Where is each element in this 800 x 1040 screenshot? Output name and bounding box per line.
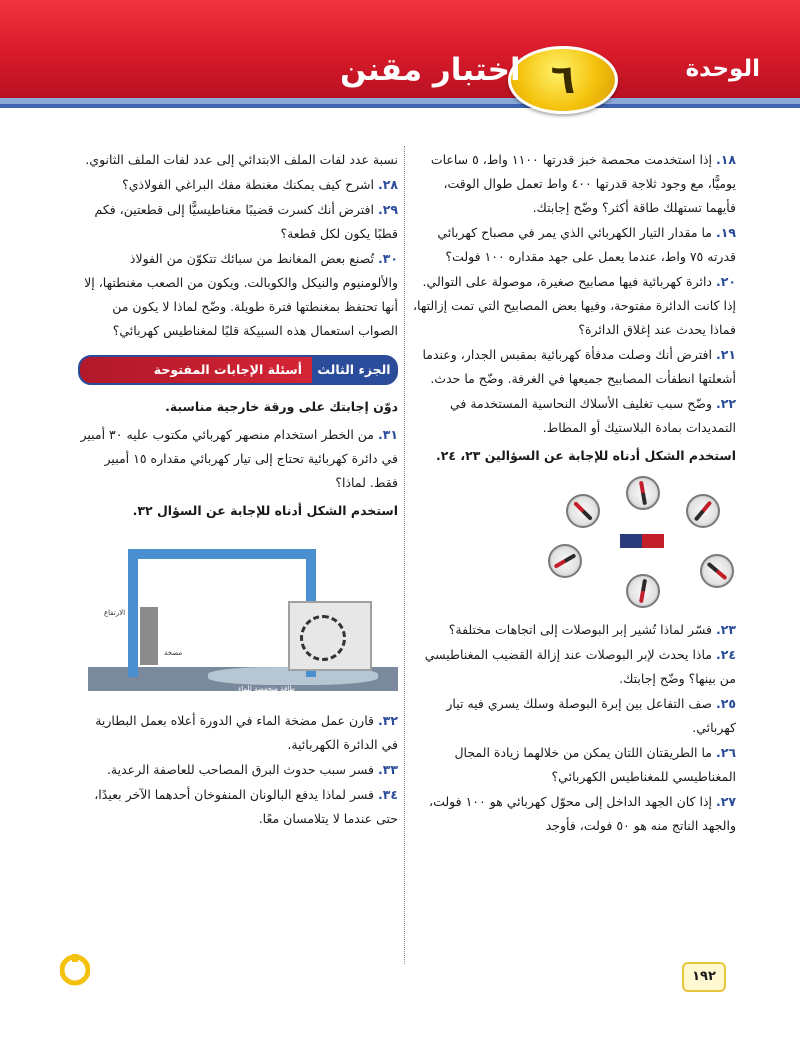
question-21 [410,343,736,391]
question-number: ٢٥. [715,696,736,711]
header-stripe-dark [0,104,800,108]
question-number: ٢١. [715,347,736,362]
question-number: ٢٨. [377,177,398,192]
right-column [410,148,736,839]
question-text: افترض أنك كسرت قضيبًا مغناطيسيًّا إلى قطعتين، فكم قطبًا يكون لكل قطعة؟ [94,202,398,241]
question-text: إذا استخدمت محمصة خبز قدرتها ١١٠٠ واط، ٥ ساعات يوميًّا، مع وجود ثلاجة قدرتها ٤٠٠ واط تعمل طوال الوقت، فأيهما تستهلك طاقة أكثر؟ وضّح إجابتك. [430,152,736,215]
question-29 [78,198,398,246]
question-text: فسّر لماذا تُشير إبر البوصلات إلى اتجاهات مختلفة؟ [448,622,712,637]
unit-number: ٦ [550,57,576,103]
question-27 [410,790,736,838]
question-19 [410,221,736,269]
compass-icon [626,574,660,608]
question-number: ٢٧. [715,794,736,809]
question-text: فسر لماذا يدفع البالونان المنفوخان أحدهما الآخر بعيدًا، حتى عندما لا يتلامسان معًا. [94,787,398,826]
pump-tower [140,607,158,665]
question-33 [78,758,398,782]
question-text: افترض أنك وصلت مدفأة كهربائية بمقبس الجدار، وعندما أشعلتها انطفأت المصابيح جميعها في الغرفة. وضّح ما حدث. [422,347,736,386]
column-divider [404,146,405,964]
question-text: إذا كان الجهد الداخل إلى محوّل كهربائي هو ١٠٠ فولت، والجهد الناتج منه هو ٥٠ فولت، فأوجد [429,794,736,833]
question-text: وضّح سبب تغليف الأسلاك النحاسية المستخدمة في التمديدات بمادة البلاستيك أو المطاط. [449,396,736,435]
question-number: ٣٣. [377,762,398,777]
question-32 [78,709,398,757]
question-28 [78,173,398,197]
question-30 [78,247,398,343]
water-cycle-figure [88,541,398,691]
question-text: من الخطر استخدام منصهر كهربائي مكتوب عليه ٣٠ أمبير في دائرة كهربائية تحتاج إلى تيار كهربائي مقداره ١٥ أمبير فقط. لماذا؟ [80,427,398,490]
compass-icon [548,544,582,578]
left-column [78,148,398,832]
question-number: ٢٩. [377,202,398,217]
bar-magnet-icon [620,534,664,548]
question-text: اشرح كيف يمكنك مغنطة مفك البراغي الفولاذي؟ [122,177,374,192]
figure-instruction: استخدم الشكل أدناه للإجابة عن السؤال ٣٢. [132,503,398,518]
compass-icon [626,476,660,510]
figure-instruction: استخدم الشكل أدناه للإجابة عن السؤالين ٢٣، ٢٤. [436,448,736,463]
question-34 [78,783,398,831]
label-height: الارتفاع [104,609,126,617]
page-number: ١٩٢ [682,962,726,992]
unit-label: الوحدة [685,56,760,82]
question-27-continuation: نسبة عدد لفات الملف الابتدائي إلى عدد لفات الملف الثانوي. [85,152,398,167]
question-text: صف التفاعل بين إبرة البوصلة وسلك يسري فيه تيار كهربائي. [446,696,736,735]
label-pump: مضخة [164,649,183,657]
question-text: ماذا يحدث لإبر البوصلات عند إزالة القضيب المغناطيسي من بينها؟ وضّح إجابتك. [424,647,736,686]
question-number: ٢٢. [715,396,736,411]
question-text: قارن عمل مضخة الماء في الدورة أعلاه بعمل البطارية في الدائرة الكهربائية. [95,713,398,752]
label-high-energy: طاقة عالية للماء [188,559,236,567]
label-low-energy: طاقة منخفضة للماء [238,685,295,693]
question-number: ٢٣. [715,622,736,637]
question-number: ٣٢. [377,713,398,728]
publisher-logo-icon [60,952,90,988]
question-18 [410,148,736,220]
section-title: أسئلة الإجابات المفتوحة [153,362,302,377]
question-number: ١٩. [715,225,736,240]
question-20 [410,270,736,342]
question-25 [410,692,736,740]
question-23 [410,618,736,642]
water-wheel-icon [300,615,346,661]
question-number: ٢٤. [715,647,736,662]
question-22 [410,392,736,440]
unit-number-badge [508,46,618,114]
section-instruction: دوّن إجابتك على ورقة خارجية مناسبة. [165,399,398,414]
question-number: ٢٠. [715,274,736,289]
question-24 [410,643,736,691]
question-text: ما مقدار التيار الكهربائي الذي يمر في مصباح كهربائي قدرته ٧٥ واط، عندما يعمل على جهد مقداره ١٠٠ فولت؟ [437,225,736,264]
question-text: دائرة كهربائية فيها مصابيح صغيرة، موصولة على التوالي. إذا كانت الدائرة مفتوحة، وفيها بعض المصابيح التي تمت إزالتها، فماذا يحدث عند إغلاق الدائرة؟ [412,274,736,337]
compass-figure [548,476,736,610]
section-part-label: الجزء الثالث [312,357,396,383]
question-26 [410,741,736,789]
question-number: ٣١. [377,427,398,442]
page-header [0,0,800,112]
page-title: اختبار مقنن [340,52,521,88]
question-text: ما الطريقتان اللتان يمكن من خلالهما زيادة المجال المغناطيسي للمغناطيس الكهربائي؟ [454,745,736,784]
question-text: فسر سبب حدوث البرق المصاحب للعاصفة الرعدية. [106,762,374,777]
compass-icon [700,554,734,588]
question-31 [78,423,398,495]
question-number: ٣٠. [377,251,398,266]
section-header-part-three [78,355,398,385]
question-text: تُصنع بعض المغانط من سبائك تتكوّن من الفولاذ والألومنيوم والنيكل والكوبالت. ويكون من الصعب مغنطتها، إلا أنها تحتفظ بمغنطتها فترة طويلة. وضّح لماذا لا يكون من الصواب استعمال هذه السبيكة قلبًا لمغناطيس كهربائي؟ [84,251,398,338]
question-number: ٢٦. [715,745,736,760]
question-number: ١٨. [715,152,736,167]
compass-icon [686,494,720,528]
compass-icon [566,494,600,528]
question-number: ٣٤. [377,787,398,802]
